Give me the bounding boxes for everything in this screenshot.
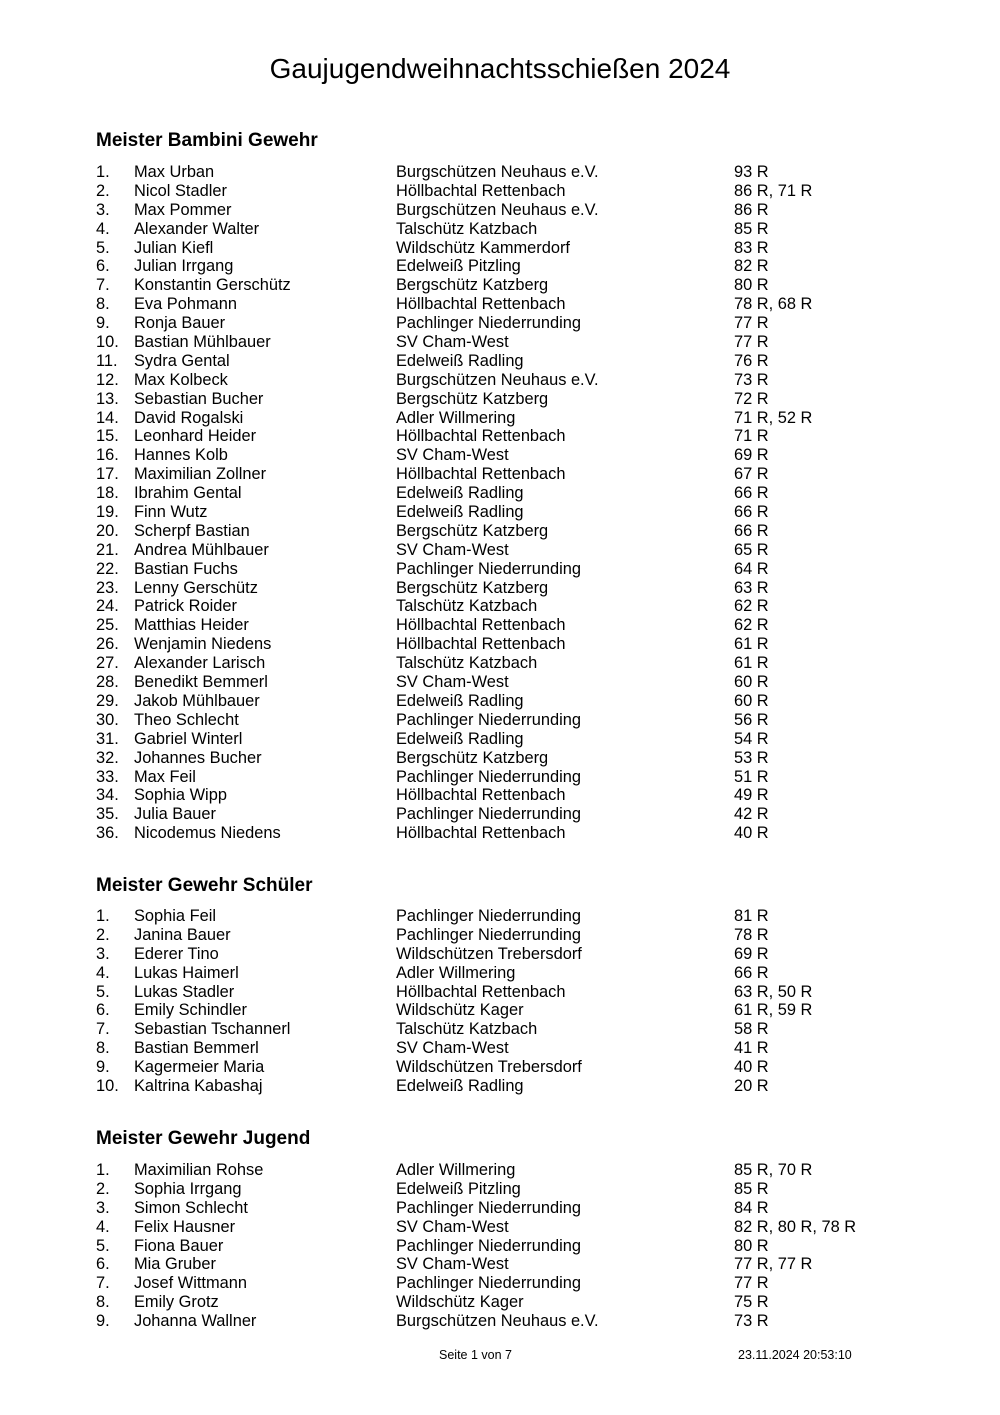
rank-cell: 6. [96,1255,110,1274]
page-title: Gaujugendweihnachtsschießen 2024 [269,53,731,84]
shooter-name: Sydra Gental [134,351,230,370]
rank-cell: 17. [96,465,119,484]
score-cell: 76 R [734,351,769,370]
result-row [0,1020,1000,1039]
shooter-name: Alexander Walter [134,219,260,238]
score-cell: 82 R [734,257,769,276]
club-name: Edelweiß Radling [396,351,524,370]
club-name: Höllbachtal Rettenbach [396,616,566,635]
result-row [0,257,1000,276]
rank-cell: 32. [96,748,119,767]
score-cell: 63 R [734,578,769,597]
result-row [0,522,1000,541]
rank-cell: 29. [96,691,119,710]
result-row [0,1255,1000,1274]
club-name: Bergschütz Katzberg [396,521,549,540]
result-row [0,314,1000,333]
shooter-name: Gabriel Winterl [134,729,243,748]
rank-cell: 20. [96,521,119,540]
result-row [0,163,1000,182]
shooter-name: Kagermeier Maria [134,1058,265,1077]
shooter-name: Emily Schindler [134,1001,247,1020]
rank-cell: 15. [96,427,119,446]
rank-cell: 10. [96,333,119,352]
score-cell: 69 R [734,446,769,465]
result-row [0,926,1000,945]
score-cell: 71 R, 52 R [734,408,813,427]
rank-cell: 22. [96,559,119,578]
club-name: Höllbachtal Rettenbach [396,295,566,314]
shooter-name: Eva Pohmann [134,295,237,314]
rank-cell: 11. [96,351,118,370]
club-name: Höllbachtal Rettenbach [396,786,566,805]
results-list [0,163,1000,843]
score-cell: 20 R [734,1077,769,1096]
section-title: Meister Gewehr Schüler [96,875,313,896]
result-row [0,446,1000,465]
club-name: Edelweiß Radling [396,503,524,522]
rank-cell: 24. [96,597,119,616]
score-cell: 80 R [734,1236,769,1255]
shooter-name: Max Kolbeck [134,370,228,389]
rank-cell: 10. [96,1077,119,1096]
score-cell: 93 R [734,163,769,181]
club-name: Pachlinger Niederrunding [396,925,581,944]
score-cell: 53 R [734,748,769,767]
score-cell: 80 R [734,276,769,295]
score-cell: 75 R [734,1293,769,1312]
club-name: Edelweiß Radling [396,1077,524,1096]
shooter-name: Josef Wittmann [134,1274,247,1293]
score-cell: 40 R [734,824,769,843]
rank-cell: 33. [96,767,119,786]
rank-cell: 7. [96,1020,110,1039]
rank-cell: 6. [96,257,110,276]
result-row [0,673,1000,692]
rank-cell: 30. [96,710,119,729]
section-title: Meister Bambini Gewehr [96,130,318,151]
shooter-name: Andrea Mühlbauer [134,540,269,559]
rank-cell: 16. [96,446,119,465]
rank-cell: 4. [96,963,110,982]
result-row [0,220,1000,239]
shooter-name: Max Feil [134,767,196,786]
score-cell: 86 R, 71 R [734,181,813,200]
shooter-name: Julian Kiefl [134,238,214,257]
shooter-name: Matthias Heider [134,616,249,635]
club-name: Edelweiß Radling [396,691,524,710]
club-name: Edelweiß Radling [396,729,524,748]
score-cell: 60 R [734,673,769,692]
shooter-name: Simon Schlecht [134,1198,248,1217]
rank-cell: 34. [96,786,119,805]
shooter-name: Julian Irrgang [134,257,234,276]
shooter-name: Theo Schlecht [134,710,239,729]
result-row [0,1039,1000,1058]
rank-cell: 13. [96,389,119,408]
result-row [0,1237,1000,1256]
shooter-name: Lukas Haimerl [134,963,239,982]
result-row [0,1180,1000,1199]
club-name: SV Cham-West [396,1255,509,1274]
rank-cell: 26. [96,635,119,654]
score-cell: 71 R [734,427,769,446]
score-cell: 62 R [734,616,769,635]
score-cell: 63 R, 50 R [734,982,813,1001]
shooter-name: Maximilian Rohse [134,1161,264,1179]
score-cell: 73 R [734,1312,769,1331]
shooter-name: Hannes Kolb [134,446,228,465]
shooter-name: Johanna Wallner [134,1312,257,1331]
rank-cell: 7. [96,276,110,295]
shooter-name: Konstantin Gerschütz [134,276,291,295]
score-cell: 66 R [734,503,769,522]
result-row [0,427,1000,446]
result-row [0,1058,1000,1077]
rank-cell: 5. [96,238,110,257]
score-cell: 61 R [734,654,769,673]
rank-cell: 25. [96,616,119,635]
rank-cell: 8. [96,1039,110,1058]
club-name: Höllbachtal Rettenbach [396,427,566,446]
rank-cell: 9. [96,314,110,333]
club-name: Wildschütz Kammerdorf [396,238,570,257]
result-row [0,824,1000,843]
rank-cell: 3. [96,944,110,963]
club-name: Burgschützen Neuhaus e.V. [396,1312,599,1331]
score-cell: 41 R [734,1039,769,1058]
score-cell: 60 R [734,691,769,710]
result-row [0,239,1000,258]
score-cell: 83 R [734,238,769,257]
score-cell: 84 R [734,1198,769,1217]
shooter-name: Janina Bauer [134,925,231,944]
club-name: SV Cham-West [396,1217,509,1236]
score-cell: 67 R [734,465,769,484]
shooter-name: Julia Bauer [134,805,217,824]
score-cell: 69 R [734,944,769,963]
result-row [0,711,1000,730]
score-cell: 56 R [734,710,769,729]
rank-cell: 8. [96,1293,110,1312]
club-name: Pachlinger Niederrunding [396,1274,581,1293]
score-cell: 61 R [734,635,769,654]
club-name: Adler Willmering [396,963,516,982]
page-number: Seite 1 von 7 [439,1348,512,1362]
club-name: Pachlinger Niederrunding [396,1198,581,1217]
result-row [0,983,1000,1002]
rank-cell: 1. [96,907,110,925]
result-row [0,786,1000,805]
result-row [0,371,1000,390]
rank-cell: 5. [96,982,110,1001]
result-row [0,295,1000,314]
score-cell: 77 R [734,314,769,333]
club-name: Burgschützen Neuhaus e.V. [396,200,599,219]
result-row [0,541,1000,560]
club-name: Bergschütz Katzberg [396,389,549,408]
result-row [0,616,1000,635]
rank-cell: 9. [96,1058,110,1077]
rank-cell: 35. [96,805,119,824]
shooter-name: Bastian Mühlbauer [134,333,271,352]
score-cell: 86 R [734,200,769,219]
result-row [0,201,1000,220]
rank-cell: 6. [96,1001,110,1020]
club-name: Adler Willmering [396,1161,516,1179]
rank-cell: 5. [96,1236,110,1255]
shooter-name: Lenny Gerschütz [134,578,258,597]
result-row [0,560,1000,579]
rank-cell: 3. [96,200,110,219]
shooter-name: Wenjamin Niedens [134,635,272,654]
score-cell: 65 R [734,540,769,559]
club-name: Talschütz Katzbach [396,1020,538,1039]
club-name: Edelweiß Pitzling [396,257,521,276]
club-name: Pachlinger Niederrunding [396,805,581,824]
result-row [0,182,1000,201]
result-row [0,1293,1000,1312]
shooter-name: Leonhard Heider [134,427,257,446]
score-cell: 77 R [734,333,769,352]
shooter-name: Sophia Wipp [134,786,227,805]
result-row [0,276,1000,295]
club-name: Wildschützen Trebersdorf [396,944,582,963]
shooter-name: Kaltrina Kabashaj [134,1077,263,1096]
shooter-name: Bastian Bemmerl [134,1039,259,1058]
rank-cell: 23. [96,578,119,597]
rank-cell: 18. [96,484,119,503]
shooter-name: Max Urban [134,163,215,181]
rank-cell: 9. [96,1312,110,1331]
shooter-name: Sophia Feil [134,907,217,925]
club-name: Adler Willmering [396,408,516,427]
results-list [0,1161,1000,1331]
score-cell: 58 R [734,1020,769,1039]
shooter-name: Finn Wutz [134,503,208,522]
club-name: Talschütz Katzbach [396,597,538,616]
shooter-name: Ronja Bauer [134,314,226,333]
score-cell: 66 R [734,521,769,540]
result-row [0,1274,1000,1293]
shooter-name: Nicol Stadler [134,181,227,200]
results-list [0,907,1000,1096]
rank-cell: 1. [96,163,110,181]
shooter-name: Fiona Bauer [134,1236,224,1255]
rank-cell: 1. [96,1161,110,1179]
club-name: Wildschütz Kager [396,1293,524,1312]
result-row [0,907,1000,926]
rank-cell: 21. [96,540,119,559]
print-timestamp: 23.11.2024 20:53:10 [738,1348,852,1362]
score-cell: 40 R [734,1058,769,1077]
rank-cell: 36. [96,824,119,843]
rank-cell: 28. [96,673,119,692]
result-row [0,579,1000,598]
result-row [0,730,1000,749]
club-name: Höllbachtal Rettenbach [396,982,566,1001]
result-row [0,484,1000,503]
shooter-name: Mia Gruber [134,1255,216,1274]
result-row [0,1161,1000,1180]
score-cell: 49 R [734,786,769,805]
club-name: Pachlinger Niederrunding [396,559,581,578]
result-row [0,945,1000,964]
club-name: SV Cham-West [396,540,509,559]
club-name: SV Cham-West [396,1039,509,1058]
score-cell: 82 R, 80 R, 78 R [734,1217,857,1236]
shooter-name: Felix Hausner [134,1217,236,1236]
result-row [0,352,1000,371]
club-name: SV Cham-West [396,446,509,465]
club-name: Pachlinger Niederrunding [396,710,581,729]
result-row [0,1001,1000,1020]
shooter-name: Sophia Irrgang [134,1179,242,1198]
club-name: SV Cham-West [396,333,509,352]
shooter-name: Patrick Roider [134,597,237,616]
club-name: Pachlinger Niederrunding [396,314,581,333]
shooter-name: Ederer Tino [134,944,219,963]
score-cell: 61 R, 59 R [734,1001,813,1020]
club-name: Höllbachtal Rettenbach [396,824,566,843]
shooter-name: Sebastian Bucher [134,389,264,408]
shooter-name: Johannes Bucher [134,748,262,767]
result-row [0,1199,1000,1218]
score-cell: 81 R [734,907,769,925]
club-name: Wildschützen Trebersdorf [396,1058,582,1077]
shooter-name: David Rogalski [134,408,244,427]
rank-cell: 31. [96,729,119,748]
result-row [0,597,1000,616]
club-name: Höllbachtal Rettenbach [396,181,566,200]
score-cell: 54 R [734,729,769,748]
score-cell: 51 R [734,767,769,786]
result-row [0,409,1000,428]
rank-cell: 7. [96,1274,110,1293]
shooter-name: Max Pommer [134,200,232,219]
score-cell: 85 R [734,1179,769,1198]
section-title: Meister Gewehr Jugend [96,1128,311,1149]
score-cell: 78 R [734,925,769,944]
club-name: Wildschütz Kager [396,1001,524,1020]
club-name: Bergschütz Katzberg [396,276,549,295]
rank-cell: 2. [96,1179,110,1198]
result-row [0,390,1000,409]
result-row [0,805,1000,824]
result-row [0,635,1000,654]
result-row [0,1218,1000,1237]
shooter-name: Bastian Fuchs [134,559,238,578]
club-name: Bergschütz Katzberg [396,578,549,597]
club-name: Edelweiß Pitzling [396,1179,521,1198]
score-cell: 72 R [734,389,769,408]
score-cell: 85 R [734,219,769,238]
rank-cell: 12. [96,370,119,389]
shooter-name: Emily Grotz [134,1293,219,1312]
rank-cell: 2. [96,925,110,944]
rank-cell: 4. [96,219,110,238]
club-name: Höllbachtal Rettenbach [396,465,566,484]
club-name: Talschütz Katzbach [396,219,538,238]
result-row [0,768,1000,787]
shooter-name: Ibrahim Gental [134,484,242,503]
result-row [0,465,1000,484]
result-row [0,964,1000,983]
result-row [0,654,1000,673]
rank-cell: 4. [96,1217,110,1236]
score-cell: 78 R, 68 R [734,295,813,314]
rank-cell: 19. [96,503,119,522]
result-row [0,1077,1000,1096]
score-cell: 64 R [734,559,769,578]
shooter-name: Alexander Larisch [134,654,266,673]
shooter-name: Nicodemus Niedens [134,824,281,843]
club-name: Burgschützen Neuhaus e.V. [396,163,599,181]
rank-cell: 14. [96,408,119,427]
club-name: Talschütz Katzbach [396,654,538,673]
club-name: Bergschütz Katzberg [396,748,549,767]
club-name: Pachlinger Niederrunding [396,907,581,925]
result-row [0,503,1000,522]
shooter-name: Scherpf Bastian [134,521,250,540]
score-cell: 85 R, 70 R [734,1161,813,1179]
score-cell: 77 R, 77 R [734,1255,813,1274]
shooter-name: Maximilian Zollner [134,465,267,484]
club-name: SV Cham-West [396,673,509,692]
result-row [0,692,1000,711]
score-cell: 66 R [734,963,769,982]
score-cell: 73 R [734,370,769,389]
result-row [0,749,1000,768]
club-name: Pachlinger Niederrunding [396,1236,581,1255]
rank-cell: 2. [96,181,110,200]
result-row [0,1312,1000,1331]
shooter-name: Lukas Stadler [134,982,235,1001]
score-cell: 42 R [734,805,769,824]
shooter-name: Sebastian Tschannerl [134,1020,291,1039]
score-cell: 77 R [734,1274,769,1293]
rank-cell: 27. [96,654,119,673]
club-name: Höllbachtal Rettenbach [396,635,566,654]
club-name: Burgschützen Neuhaus e.V. [396,370,599,389]
shooter-name: Benedikt Bemmerl [134,673,268,692]
score-cell: 66 R [734,484,769,503]
shooter-name: Jakob Mühlbauer [134,691,260,710]
rank-cell: 8. [96,295,110,314]
score-cell: 62 R [734,597,769,616]
club-name: Pachlinger Niederrunding [396,767,581,786]
club-name: Edelweiß Radling [396,484,524,503]
rank-cell: 3. [96,1198,110,1217]
result-row [0,333,1000,352]
